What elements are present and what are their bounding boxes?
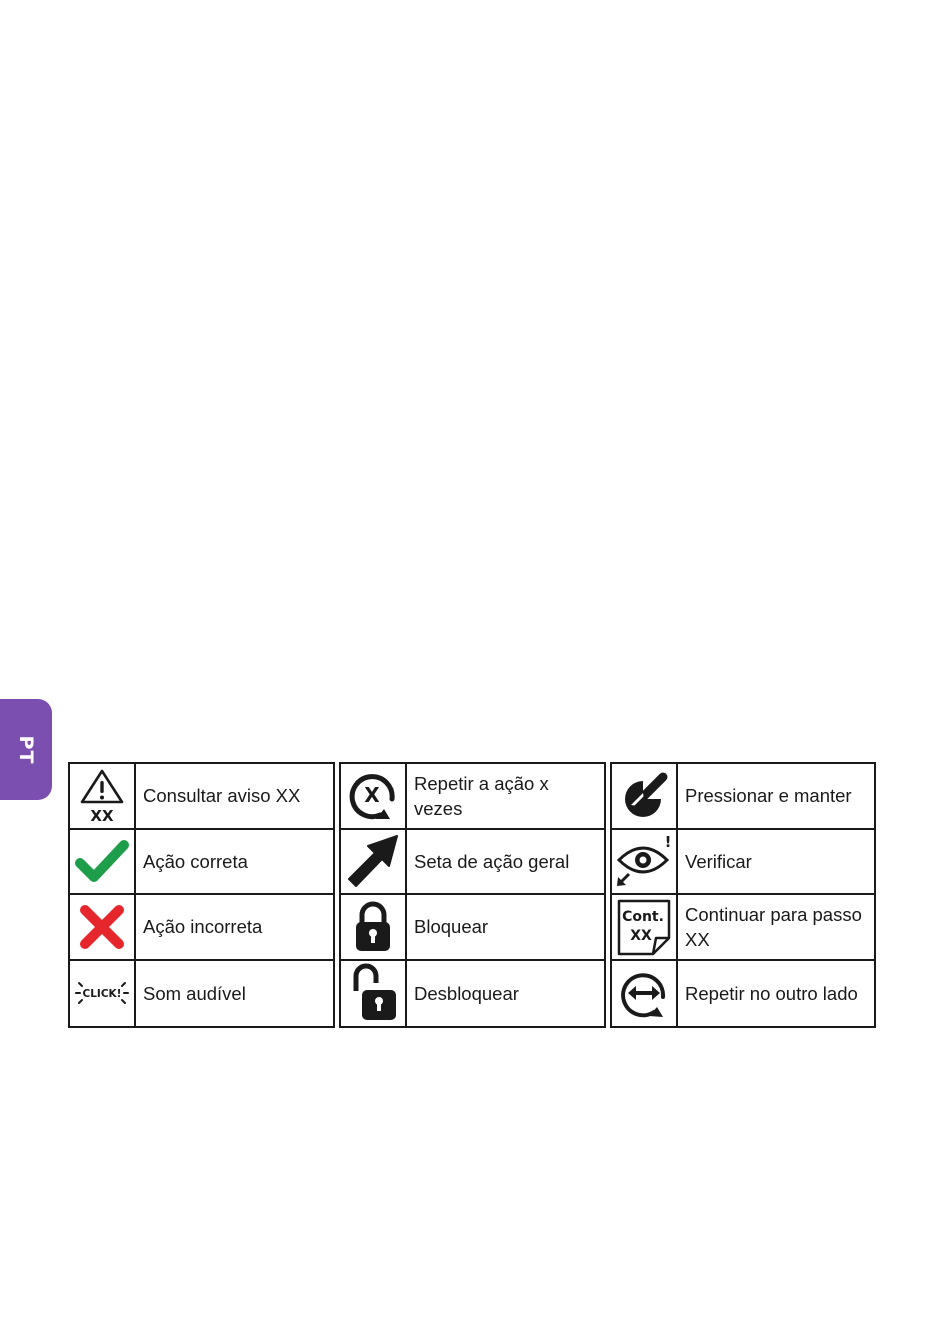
svg-text:CLICK!: CLICK! <box>82 988 122 1001</box>
legend-label: Seta de ação geral <box>407 830 604 896</box>
svg-text:XX: XX <box>90 806 114 824</box>
action-arrow-icon <box>341 830 407 896</box>
legend-table-2 <box>339 762 606 1028</box>
legend-label: Consultar aviso XX <box>136 764 333 830</box>
legend-label: Som audível <box>143 982 246 1004</box>
green-check-icon <box>70 830 136 896</box>
repeat-x-times-icon <box>341 764 407 830</box>
legend-label: Continuar para passo XX <box>678 895 874 961</box>
svg-text:Cont.: Cont. <box>622 908 664 925</box>
red-x-icon <box>70 895 136 961</box>
language-tab <box>0 699 52 800</box>
legend-label: Desbloquear <box>414 982 519 1004</box>
language-tab-label: PT <box>15 735 37 764</box>
svg-text:XX: XX <box>630 927 652 944</box>
legend-label: Ação correta <box>136 830 333 896</box>
svg-text:!: ! <box>664 834 672 852</box>
lock-icon <box>341 895 407 961</box>
legend-label: Repetir no outro lado <box>685 982 858 1004</box>
legend-table-1 <box>68 762 335 1028</box>
warning-xx-icon <box>70 764 136 830</box>
click-sound-icon <box>70 961 136 1027</box>
continue-page-icon <box>612 895 678 961</box>
svg-text:X: X <box>364 782 380 807</box>
legend-table-3 <box>610 762 876 1028</box>
legend-label: Verificar <box>678 830 874 896</box>
legend-label: Pressionar e manter <box>678 764 874 830</box>
press-hold-icon <box>612 764 678 830</box>
legend-label: Bloquear <box>407 895 604 961</box>
legend-label: Repetir a ação x vezes <box>407 764 604 830</box>
eye-verify-icon <box>612 830 678 896</box>
unlock-icon <box>341 961 407 1027</box>
legend-label: Ação incorreta <box>136 895 333 961</box>
repeat-other-side-icon <box>612 961 678 1027</box>
